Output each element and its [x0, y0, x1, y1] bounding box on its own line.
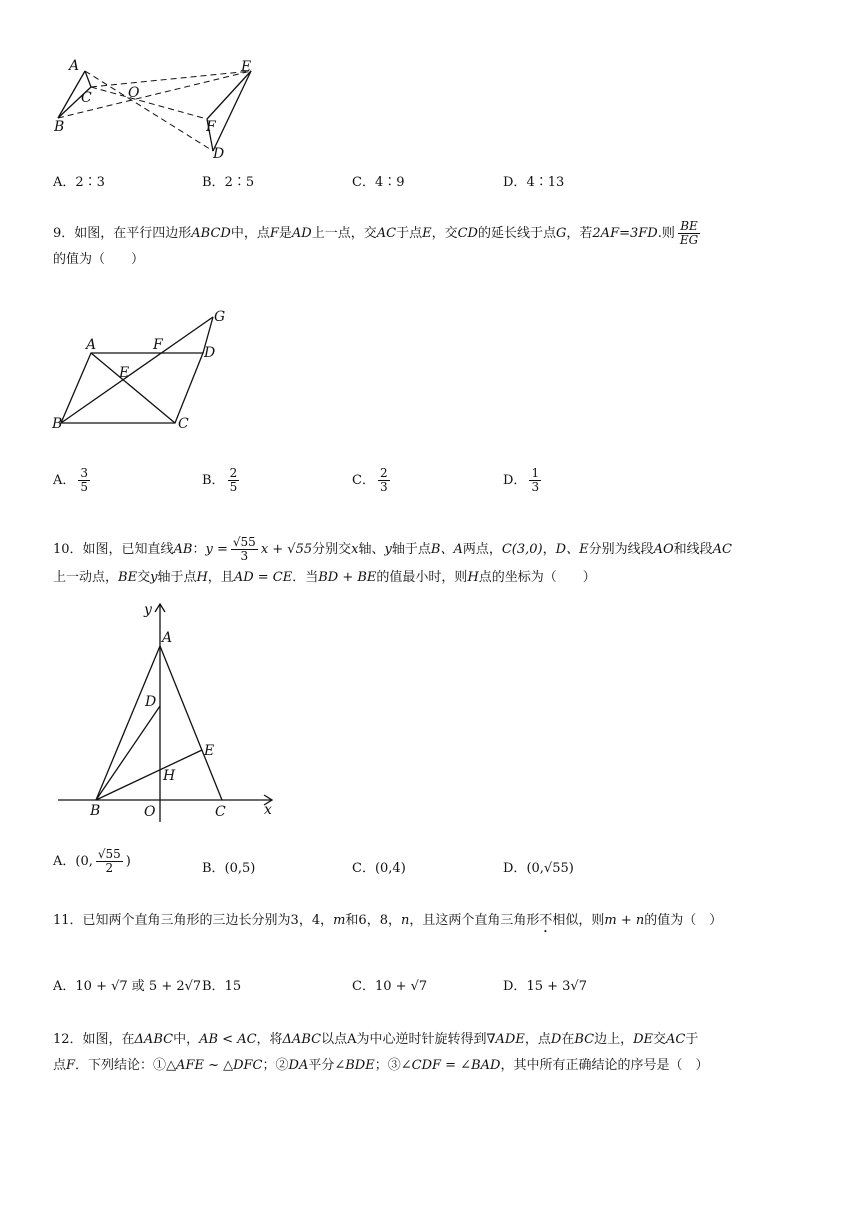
fig9-label-D: D	[204, 345, 216, 361]
q10-option-b: B．(0,5)	[202, 861, 256, 876]
fig10-label-E: E	[204, 743, 215, 759]
q11-option-c: C．10 + √7	[352, 979, 428, 994]
figure-q9	[48, 306, 248, 436]
fig8-label-E: E	[241, 59, 252, 75]
fig10-label-y: y	[144, 602, 152, 618]
q10-option-c: C．(0,4)	[352, 861, 406, 876]
fig9-label-A: A	[86, 337, 97, 353]
fig9-label-F: F	[153, 337, 163, 353]
q11-option-a: A．10 + √7 或 5 + 2√7	[53, 979, 202, 994]
figure-q10	[50, 598, 290, 828]
fig8-label-C: C	[81, 90, 92, 106]
figure-q8	[45, 55, 275, 165]
fig8-label-D: D	[213, 146, 225, 162]
q11-option-d: D．15 + 3√7	[503, 979, 587, 994]
fig10-label-x: x	[264, 802, 272, 818]
q9-option-b: B． $\frac{2}{5}$	[202, 466, 238, 494]
q9-option-a: A． $\frac{3}{5}$	[53, 466, 89, 494]
q8-option-a: A．2∶3	[53, 175, 105, 190]
fig9-label-G: G	[214, 309, 226, 325]
fig10-label-B: B	[90, 803, 101, 819]
q8-option-d: D．4∶13	[503, 175, 565, 190]
fig10-label-H: H	[163, 768, 176, 784]
fig8-label-F: F	[206, 119, 216, 135]
q9-option-c: C． $\frac{2}{3}$	[352, 466, 388, 494]
emphasis-not: 不	[539, 913, 553, 928]
q11-option-b: B．15	[202, 979, 242, 994]
fig10-label-O: O	[144, 804, 156, 820]
fig10-label-D: D	[145, 694, 157, 710]
question-11-stem: 11．已知两个直角三角形的三边长分别为3，4，m和6，8，n，且这两个直角三角形不相似，则m + n的值为（ ）	[53, 913, 723, 928]
q9-option-d: D． $\frac{1}{3}$	[503, 466, 540, 494]
fig9-label-B: B	[52, 416, 63, 432]
question-12-stem: 12．如图，在ΔABC中，AB < AC，将ΔABC以点A为中心逆时针旋转得到∇ADE，点D在BC边上，DE交AC于 点F．下列结论：①△AFE ~ △DFC；②DA平分∠BDE；③∠CDF = ∠BAD，其中所有正确结论的序号是（ ）	[53, 1032, 709, 1073]
fig9-label-C: C	[178, 416, 189, 432]
fig10-label-C: C	[215, 804, 226, 820]
q10-option-d: D．(0,√55)	[503, 861, 574, 876]
fig8-label-B: B	[54, 119, 65, 135]
fig8-label-O: O	[128, 85, 140, 101]
fig8-label-A: A	[69, 58, 80, 74]
q8-option-c: C．4∶9	[352, 175, 405, 190]
question-9-stem: 9．如图，在平行四边形ABCD中，点F是AD上一点，交AC于点E，交CD的延长线于点G，若2AF=3FD.则 $\frac{BE}{EG}$ 的值为（ ）	[53, 219, 699, 267]
fig10-label-A: A	[162, 630, 173, 646]
fig9-label-E: E	[119, 365, 130, 381]
q10-slope-fraction: $\frac{√55}{3}$	[232, 535, 256, 563]
question-10-stem: 10．如图，已知直线AB：y = $\frac{√55}{3}$ x + √55分别交x轴、y轴于点B、A两点，C(3,0)，D、E分别为线段AO和线段AC 上一动点，BE交y轴于点H，且AD = CE．当BD + BE的值最小时，则H点的坐标为（ ）	[53, 535, 732, 585]
q9-ratio-fraction: $\frac{BE}{EG}$	[679, 219, 699, 247]
q8-option-b: B．2∶5	[202, 175, 255, 190]
q10-option-a: A．(0, $\frac{√55}{2}$ )	[53, 847, 131, 875]
